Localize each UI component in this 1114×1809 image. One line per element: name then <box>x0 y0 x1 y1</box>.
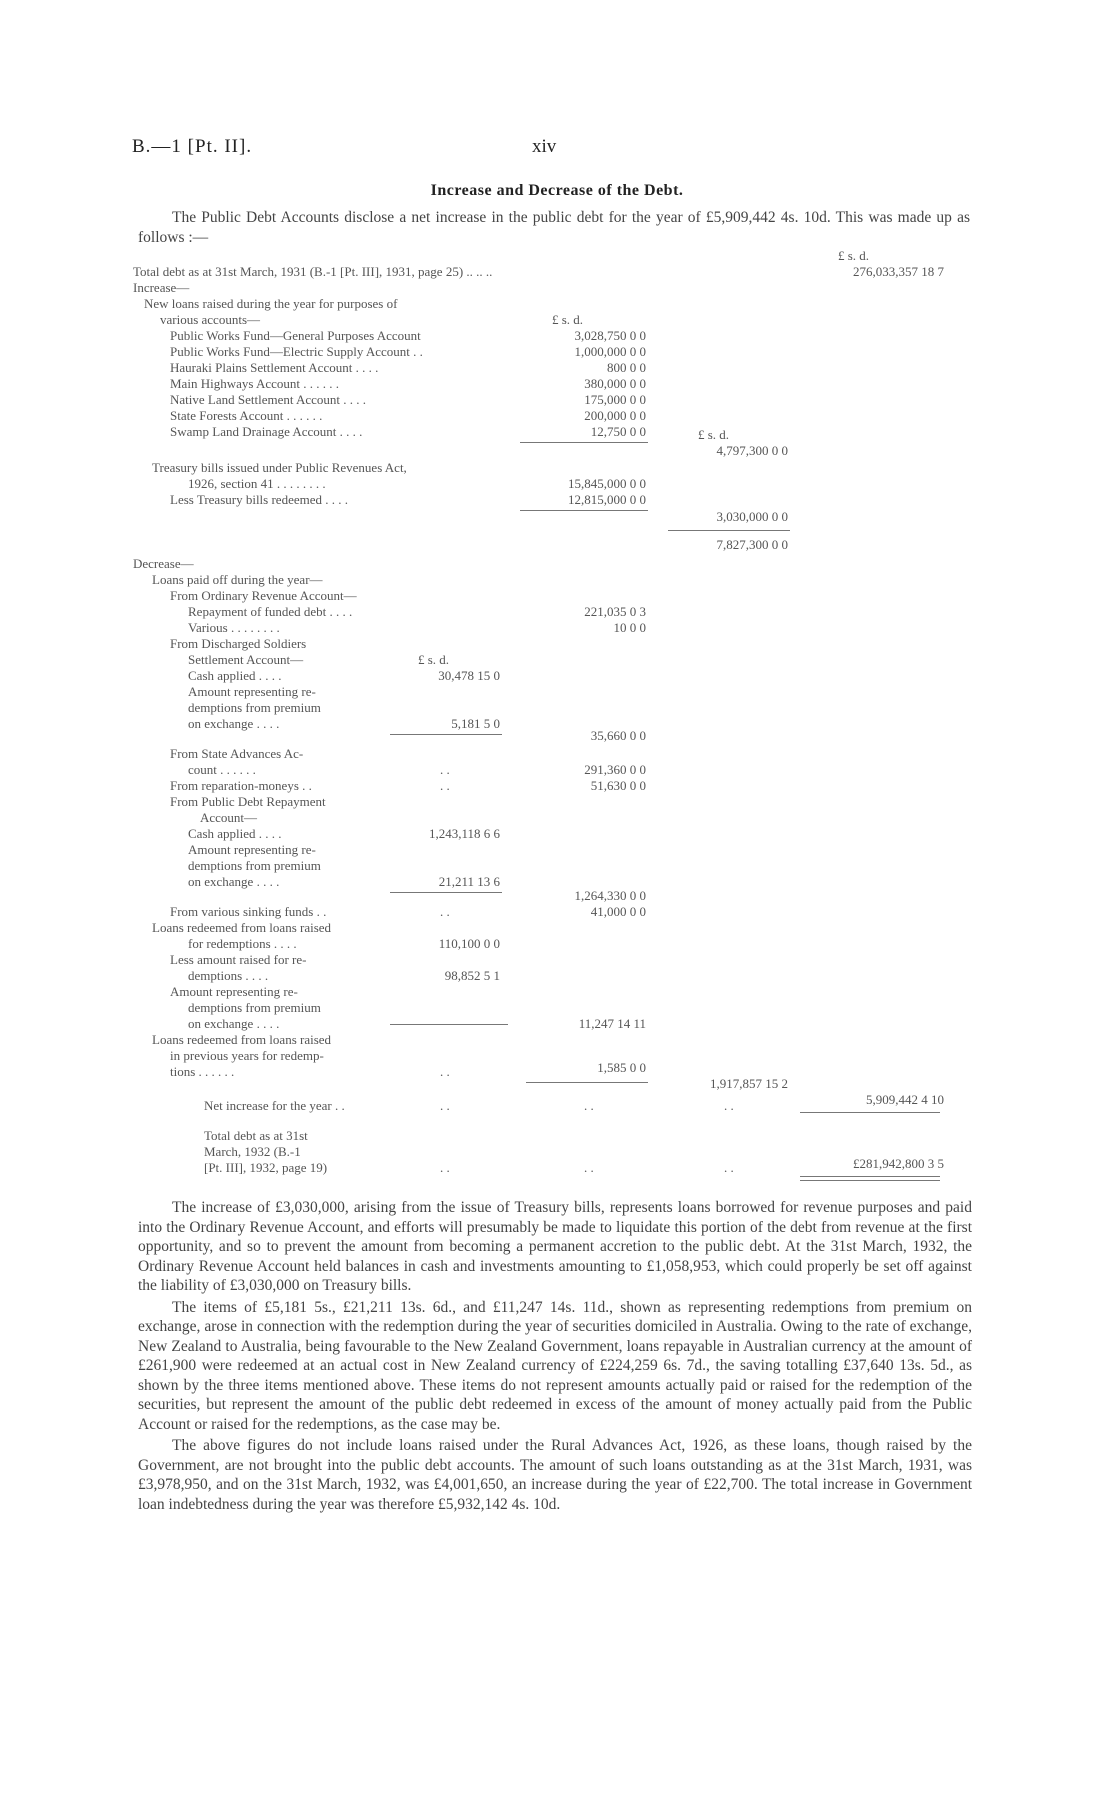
prev-label-3: tions . . . . . . <box>170 1064 235 1079</box>
various-label: Various . . . . . . . . <box>188 620 280 635</box>
prev-label-1: Loans redeemed from loans raised <box>152 1032 332 1047</box>
less-treasury-label: Less Treasury bills redeemed . . . . <box>170 492 349 507</box>
total-1932-dots: . . <box>724 1160 734 1175</box>
net-label: Net increase for the year . . <box>204 1098 345 1113</box>
reparation-dots: . . <box>440 778 450 793</box>
red-total: 11,247 14 11 <box>578 1016 646 1031</box>
total-1932-label-1: Total debt as at 31st <box>204 1128 308 1143</box>
state-adv-dots: . . <box>440 762 450 777</box>
redeemed-label-2: for redemptions . . . . <box>188 936 297 951</box>
intro-paragraph <box>138 208 970 247</box>
increase-heading: Increase— <box>133 280 190 295</box>
paragraph: The items of £5,181 5s., £21,211 13s. 6d., and £11,247 14s. 11d., shown as representing redemptions from premium on exchange, arose in connection with the redemption during the year of securities domiciled in Australia. Owing to the rate of exchange, New Zealand to Australia, being favourable to the New Zealand Government, loans repayable in Australian currency at the amount of £261,900 were redeemed at an actual cost in New Zealand currency of £224,259 6s. 7d., the saving totalling £37,640 13s. 5d., as shown by the three items mentioned above. These items do not represent amounts actually paid or raised for the redemption of the securities, but represent the amount of the public debt redeemed in excess of the amount of money actually paid from the Public Account or raised for the redemptions, as the case may be. <box>138 1298 972 1433</box>
loan-item-value: 380,000 0 0 <box>584 376 646 391</box>
amount-rep-2: demptions from premium <box>188 700 321 715</box>
state-adv-2: count . . . . . . <box>188 762 256 777</box>
cash-applied-label: Cash applied . . . . <box>188 668 282 683</box>
col2-header: £ s. d. <box>552 312 584 327</box>
pdr-label-2: Account— <box>200 810 258 825</box>
col3-header: £ s. d. <box>698 427 730 442</box>
pdr-amount-value: 21,211 13 6 <box>438 874 500 889</box>
prev-value: 1,585 0 0 <box>597 1060 646 1075</box>
treasury-value: 15,845,000 0 0 <box>568 476 646 491</box>
soldiers-total: 35,660 0 0 <box>590 728 646 743</box>
prev-label-2: in previous years for redemp- <box>170 1048 324 1063</box>
state-adv-1: From State Advances Ac- <box>170 746 304 761</box>
reparation-value: 51,630 0 0 <box>590 778 646 793</box>
subtotal-rule <box>668 530 790 531</box>
loan-item-value: 200,000 0 0 <box>584 408 646 423</box>
subtotal-rule <box>520 442 648 443</box>
new-loans-total: 4,797,300 0 0 <box>716 443 788 458</box>
cash-applied-value: 30,478 15 0 <box>438 668 500 683</box>
net-dots: . . <box>584 1098 594 1113</box>
redeemed-label-1: Loans redeemed from loans raised <box>152 920 332 935</box>
increase-total: 7,827,300 0 0 <box>716 537 788 552</box>
prev-dots: . . <box>440 1064 450 1079</box>
treasury-label-1: Treasury bills issued under Public Revenues Act, <box>152 460 407 475</box>
sinking-dots: . . <box>440 904 450 919</box>
subtotal-rule <box>520 510 648 511</box>
new-loans-label-1: New loans raised during the year for purposes of <box>144 296 398 311</box>
amount-rep-value: 5,181 5 0 <box>451 716 500 731</box>
ordinary-label: From Ordinary Revenue Account— <box>170 588 357 603</box>
loan-item-value: 1,000,000 0 0 <box>574 344 646 359</box>
loan-item-value: 800 0 0 <box>607 360 646 375</box>
reparation-label: From reparation-moneys . . <box>170 778 312 793</box>
intro-text: The Public Debt Accounts disclose a net increase in the public debt for the year of £5,909,442 4s. 10d. This was made up as follows :— <box>138 209 970 246</box>
subtotal-rule <box>526 1082 648 1083</box>
less-raised-1: Less amount raised for re- <box>170 952 307 967</box>
pdr-amount-3: on exchange . . . . <box>188 874 280 889</box>
paragraph: The above figures do not include loans raised under the Rural Advances Act, 1926, as these loans, though raised by the Government, are not brought into the public debt accounts. The amount of such loans outstanding as at the 31st March, 1931, was £3,978,950, and on the 31st March, 1932, was £4,001,650, an increase during the year of £22,700. The total increase in Government loan indebtedness during the year was therefore £5,932,142 4s. 10d. <box>138 1437 972 1513</box>
loan-item-value: 175,000 0 0 <box>584 392 646 407</box>
state-adv-value: 291,360 0 0 <box>584 762 646 777</box>
soldiers-label-2: Settlement Account— <box>188 652 304 667</box>
body-paragraphs <box>138 1198 972 1514</box>
loan-item-label: State Forests Account . . . . . . <box>170 408 323 423</box>
various-value: 10 0 0 <box>613 620 646 635</box>
pdr-amount-2: demptions from premium <box>188 858 321 873</box>
loan-item-label: Public Works Fund—Electric Supply Account . . <box>170 344 423 359</box>
net-dots: . . <box>440 1098 450 1113</box>
total-1932-dots: . . <box>584 1160 594 1175</box>
subtotal-rule <box>390 892 502 893</box>
amount-rep-1: Amount representing re- <box>188 684 316 699</box>
loan-item-label: Native Land Settlement Account . . . . <box>170 392 367 407</box>
loan-item-label: Main Highways Account . . . . . . <box>170 376 339 391</box>
pdr-label-1: From Public Debt Repayment <box>170 794 326 809</box>
amount-rep-3: on exchange . . . . <box>188 716 280 731</box>
soldiers-label-1: From Discharged Soldiers <box>170 636 307 651</box>
repayment-value: 221,035 0 3 <box>584 604 646 619</box>
total-1931-label: Total debt as at 31st March, 1931 (B.-1 [Pt. III], 1931, page 25) .. .. .. <box>133 264 493 279</box>
decrease-heading: Decrease— <box>133 556 194 571</box>
sinking-label: From various sinking funds . . <box>170 904 327 919</box>
red-amount-3: on exchange . . . . <box>188 1016 280 1031</box>
pdr-amount-1: Amount representing re- <box>188 842 316 857</box>
sinking-value: 41,000 0 0 <box>590 904 646 919</box>
loan-item-value: 12,750 0 0 <box>590 424 646 439</box>
new-loans-label-2: various accounts— <box>160 312 261 327</box>
decrease-total: 1,917,857 15 2 <box>710 1076 788 1091</box>
grand-total-double-rule <box>800 1176 940 1181</box>
page-number: xiv <box>532 136 557 157</box>
paid-off-label: Loans paid off during the year— <box>152 572 323 587</box>
col5-header: £ s. d. <box>838 248 870 263</box>
loan-item-label: Swamp Land Drainage Account . . . . <box>170 424 363 439</box>
total-1931-value: 276,033,357 18 7 <box>853 264 944 279</box>
net-value: 5,909,442 4 10 <box>866 1092 944 1107</box>
total-1932-label-2: March, 1932 (B.-1 <box>204 1144 301 1159</box>
less-treasury-value: 12,815,000 0 0 <box>568 492 646 507</box>
subtotal-rule <box>390 1024 508 1025</box>
pdr-total: 1,264,330 0 0 <box>574 888 646 903</box>
total-rule <box>800 1112 940 1113</box>
loan-item-value: 3,028,750 0 0 <box>574 328 646 343</box>
repayment-label: Repayment of funded debt . . . . <box>188 604 353 619</box>
treasury-net: 3,030,000 0 0 <box>716 509 788 524</box>
subtotal-rule <box>390 734 502 735</box>
less-raised-2: demptions . . . . <box>188 968 269 983</box>
red-amount-2: demptions from premium <box>188 1000 321 1015</box>
paragraph: The increase of £3,030,000, arising from the issue of Treasury bills, represents loans borrowed for revenue purposes and paid into the Ordinary Revenue Account, and efforts will presumably be made to liquidate this portion of the debt from revenue at the first opportunity, and so to prevent the amount from becoming a permanent accretion to the public debt. At the 31st March, 1932, the Ordinary Revenue Account held balances in cash and investments amounting to £1,058,953, which could properly be set off against the liability of £3,030,000 on Treasury bills. <box>138 1199 972 1294</box>
pdr-cash-value: 1,243,118 6 6 <box>428 826 500 841</box>
net-dots: . . <box>724 1098 734 1113</box>
red-amount-1: Amount representing re- <box>170 984 298 999</box>
total-1932-value: £281,942,800 3 5 <box>853 1156 944 1171</box>
loan-item-label: Hauraki Plains Settlement Account . . . . <box>170 360 379 375</box>
less-raised-value: 98,852 5 1 <box>444 968 500 983</box>
redeemed-value: 110,100 0 0 <box>438 936 500 951</box>
col1-header: £ s. d. <box>418 652 450 667</box>
total-1932-dots: . . <box>440 1160 450 1175</box>
pdr-cash-label: Cash applied . . . . <box>188 826 282 841</box>
section-title: Increase and Decrease of the Debt. <box>430 182 684 199</box>
treasury-label-2: 1926, section 41 . . . . . . . . <box>188 476 326 491</box>
total-1932-label-3: [Pt. III], 1932, page 19) <box>204 1160 328 1175</box>
loan-item-label: Public Works Fund—General Purposes Account <box>170 328 421 343</box>
document-code: B.—1 [Pt. II]. <box>132 136 253 157</box>
